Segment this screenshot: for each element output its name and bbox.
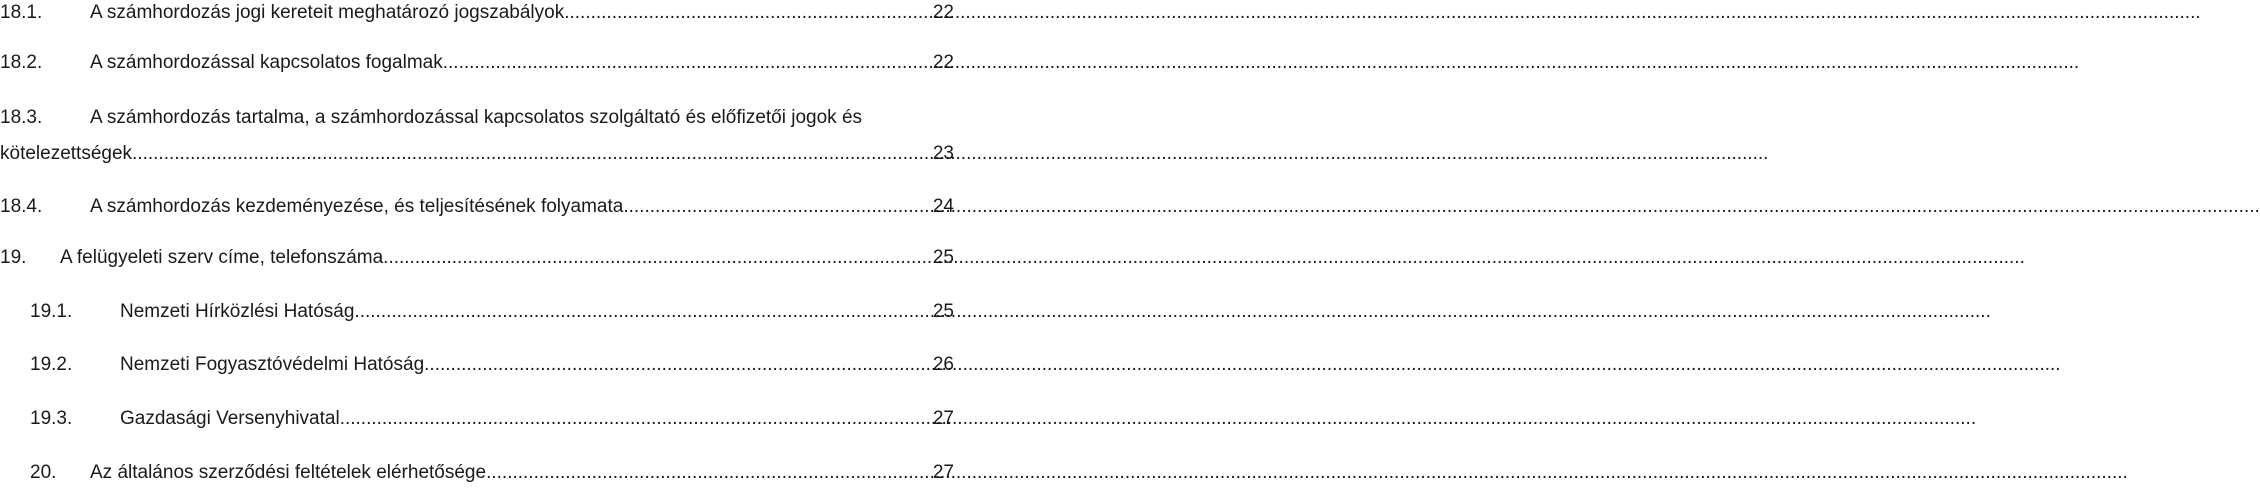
toc-entry-page: 27 <box>932 462 954 483</box>
toc-entry-title: Gazdasági Versenyhivatal <box>120 408 340 429</box>
toc-leader-dots <box>388 246 930 270</box>
toc-entry-number: 19.2. <box>30 354 73 375</box>
toc-entry-continuation[interactable] <box>0 142 954 166</box>
toc-entry[interactable] <box>0 353 954 377</box>
toc-leader-dots <box>424 353 931 377</box>
toc-entry-number: 20. <box>30 462 57 483</box>
table-of-contents <box>0 0 960 488</box>
toc-entry-title-line2: kötelezettségek <box>0 143 133 164</box>
toc-entry[interactable] <box>0 1 954 25</box>
toc-leader-dots <box>491 461 931 485</box>
toc-entry-page: 25 <box>932 301 954 322</box>
toc-entry-title: A számhordozás jogi kereteit meghatározó jogszabályok <box>90 2 565 23</box>
toc-entry-page: 24 <box>932 196 954 217</box>
toc-entry-title: Nemzeti Hírközlési Hatóság <box>120 301 355 322</box>
toc-entry-number: 18.3. <box>0 107 43 128</box>
toc-entry-number: 18.4. <box>0 196 43 217</box>
toc-entry-title-line1: A számhordozás tartalma, a számhordozással kapcsolatos szolgáltató és előfizetői jogok és <box>90 107 863 128</box>
toc-entry-title: Az általános szerződési feltételek elérhetősége. <box>90 462 492 483</box>
toc-entry[interactable] <box>0 461 954 485</box>
toc-leader-dots <box>443 51 931 75</box>
toc-entry-page: 22 <box>932 52 954 73</box>
toc-entry[interactable] <box>0 300 954 324</box>
toc-entry-page: 27 <box>932 408 954 429</box>
toc-entry-page: 22 <box>932 2 954 23</box>
toc-leader-dots <box>623 195 931 219</box>
toc-entry[interactable] <box>0 106 954 130</box>
toc-entry-title: A számhordozás kezdeményezése, és teljesítésének folyamata <box>90 196 624 217</box>
toc-entry-number: 18.2. <box>0 52 43 73</box>
toc-entry-number: 19.3. <box>30 408 73 429</box>
toc-entry-title: Nemzeti Fogyasztóvédelmi Hatóság <box>120 354 425 375</box>
toc-entry-page: 26 <box>932 354 954 375</box>
toc-entry-number: 19.1. <box>30 301 73 322</box>
toc-leader-dots <box>340 407 931 431</box>
toc-leader-dots <box>564 1 931 25</box>
toc-entry-number: 19. <box>0 247 27 268</box>
toc-entry[interactable] <box>0 195 954 219</box>
toc-entry-page: 25 <box>932 247 954 268</box>
toc-leader-dots <box>354 300 930 324</box>
toc-entry[interactable] <box>0 407 954 431</box>
toc-leader-dots <box>132 142 931 166</box>
toc-entry-title: A felügyeleti szerv címe, telefonszáma. <box>60 247 389 268</box>
toc-entry-number: 18.1. <box>0 2 43 23</box>
toc-entry-title: A számhordozással kapcsolatos fogalmak <box>90 52 443 73</box>
toc-entry[interactable] <box>0 246 954 270</box>
toc-entry-page: 23 <box>932 143 954 164</box>
toc-entry[interactable] <box>0 51 954 75</box>
